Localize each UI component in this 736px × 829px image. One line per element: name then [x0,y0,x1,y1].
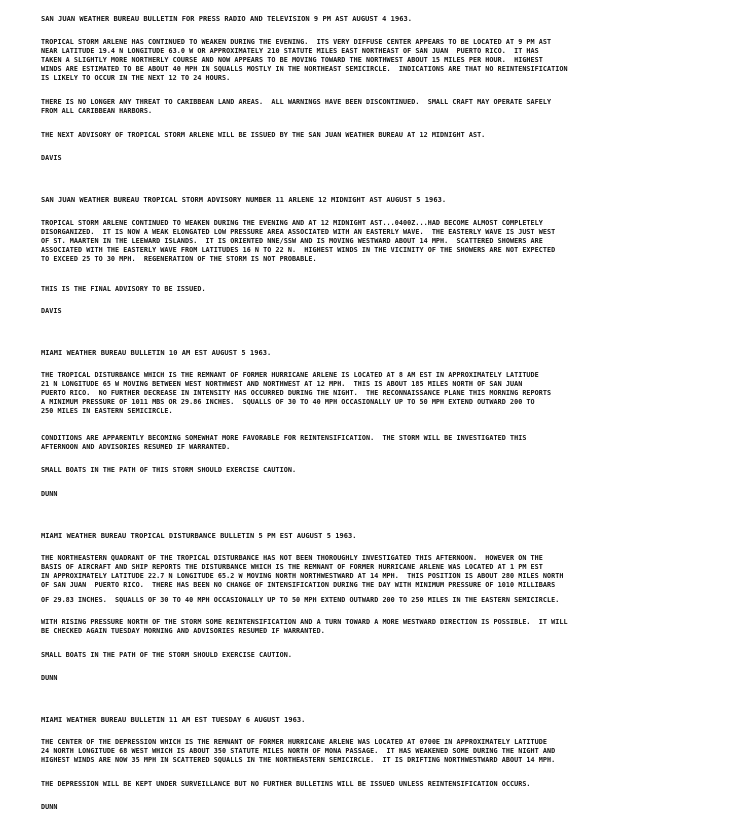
bulletin-text-line: TAKEN A SLIGHTLY MORE NORTHERLY COURSE AND NOW APPEARS TO BE MOVING TOWARD THE NORTHWEST ABOUT 15 MILES PER HOUR. HIGHEST [41,56,543,64]
bulletin-header: MIAMI WEATHER BUREAU BULLETIN 10 AM EST AUGUST 5 1963. [41,349,272,357]
bulletin-text-line: THE CENTER OF THE DEPRESSION WHICH IS THE REMNANT OF FORMER HURRICANE ARLENE WAS LOCATED AT 0700E IN APPROXIMATELY LATITUDE [41,738,548,746]
bulletin-signature: DUNN [41,674,58,682]
bulletin-signature: DAVIS [41,307,62,315]
bulletin-text-line: OF SAN JUAN PUERTO RICO. THERE HAS BEEN NO CHANGE OF INTENSIFICATION DURING THE DAY WITH MINIMUM PRESSURE OF 1010 MILLIBARS [41,581,556,589]
bulletin-text-line: THIS IS THE FINAL ADVISORY TO BE ISSUED. [41,285,206,293]
bulletin-text-line: PUERTO RICO. NO FURTHER DECREASE IN INTENSITY HAS OCCURRED DURING THE NIGHT. THE RECONNAISSANCE PLANE THIS MORNING REPORTS [41,389,552,397]
bulletin-header: MIAMI WEATHER BUREAU BULLETIN 11 AM EST TUESDAY 6 AUGUST 1963. [41,716,306,724]
bulletin-text-line: ASSOCIATED WITH THE EASTERLY WAVE FROM LATITUDES 16 N TO 22 N. HIGHEST WINDS IN THE VICINITY OF THE SHOWERS ARE NOT EXPECTED [41,246,556,254]
bulletin-signature: DUNN [41,490,58,498]
bulletin-text-line: NEAR LATITUDE 19.4 N LONGITUDE 63.0 W OR APPROXIMATELY 210 STATUTE MILES EAST NORTHEAST OF SAN JUAN PUERTO RICO. IT HAS [41,47,539,55]
bulletin-text-line: WINDS ARE ESTIMATED TO BE ABOUT 40 MPH IN SQUALLS MOSTLY IN THE NORTHEAST SEMICIRCLE. INDICATIONS ARE THAT NO REINTENSIFICATION [41,65,568,73]
bulletin-text-line: DISORGANIZED. IT IS NOW A WEAK ELONGATED LOW PRESSURE AREA ASSOCIATED WITH AN EASTERLY WAVE. THE EASTERLY WAVE IS JUST WEST [41,228,556,236]
bulletin-text-line: SMALL BOATS IN THE PATH OF THIS STORM SHOULD EXERCISE CAUTION. [41,466,297,474]
bulletin-text-line: SMALL BOATS IN THE PATH OF THE STORM SHOULD EXERCISE CAUTION. [41,651,292,659]
bulletin-text-line: 21 N LONGITUDE 65 W MOVING BETWEEN WEST NORTHWEST AND NORTHWEST AT 12 MPH. THIS IS ABOUT 185 MILES NORTH OF SAN JUAN [41,380,523,388]
bulletin-header: MIAMI WEATHER BUREAU TROPICAL DISTURBANCE BULLETIN 5 PM EST AUGUST 5 1963. [41,532,357,540]
bulletin-text-line: OF ST. MAARTEN IN THE LEEWARD ISLANDS. IT IS ORIENTED NNE/SSW AND IS MOVING WESTWARD ABOUT 14 MPH. SCATTERED SHOWERS ARE [41,237,543,245]
bulletin-text-line: OF 29.83 INCHES. SQUALLS OF 30 TO 40 MPH OCCASIONALLY UP TO 50 MPH EXTEND OUTWARD 200 TO 250 MILES IN THE EASTERN SEMICIRCLE. [41,596,560,604]
bulletin-text-line: WITH RISING PRESSURE NORTH OF THE STORM SOME REINTENSIFICATION AND A TURN TOWARD A MORE WESTWARD DIRECTION IS POSSIBLE. IT WILL [41,618,568,626]
bulletin-header: SAN JUAN WEATHER BUREAU BULLETIN FOR PRESS RADIO AND TELEVISION 9 PM AST AUGUST 4 1963. [41,15,412,23]
bulletin-text-line: THE TROPICAL DISTURBANCE WHICH IS THE REMNANT OF FORMER HURRICANE ARLENE IS LOCATED AT 8 AM EST IN APPROXIMATELY LATITUDE [41,371,539,379]
bulletin-text-line: THERE IS NO LONGER ANY THREAT TO CARIBBEAN LAND AREAS. ALL WARNINGS HAVE BEEN DISCONTINUED. SMALL CRAFT MAY OPERATE SAFELY [41,98,552,106]
bulletin-text-line: CONDITIONS ARE APPARENTLY BECOMING SOMEWHAT MORE FAVORABLE FOR REINTENSIFICATION. THE STORM WILL BE INVESTIGATED THIS [41,434,527,442]
bulletin-text-line: IN APPROXIMATELY LATITUDE 22.7 N LONGITUDE 65.2 W MOVING NORTH NORTHWESTWARD AT 14 MPH. THIS POSITION IS ABOUT 280 MILES NORTH [41,572,564,580]
bulletin-text-line: AFTERNOON AND ADVISORIES RESUMED IF WARRANTED. [41,443,231,451]
bulletin-text-line: THE DEPRESSION WILL BE KEPT UNDER SURVEILLANCE BUT NO FURTHER BULLETINS WILL BE ISSUED UNLESS REINTENSIFICATION OCCURS. [41,780,531,788]
bulletin-text-line: A MINIMUM PRESSURE OF 1011 MBS OR 29.86 INCHES. SQUALLS OF 30 TO 40 MPH OCCASIONALLY UP TO 50 MPH EXTEND OUTWARD 200 TO [41,398,535,406]
bulletin-text-line: 24 NORTH LONGITUDE 68 WEST WHICH IS ABOUT 350 STATUTE MILES NORTH OF MONA PASSAGE. IT HAS WEAKENED SOME DURING THE NIGHT AND [41,747,556,755]
bulletin-text-line: TROPICAL STORM ARLENE CONTINUED TO WEAKEN DURING THE EVENING AND AT 12 MIDNIGHT AST...0400Z...HAD BECOME ALMOST COMPLETELY [41,219,543,227]
bulletin-text-line: TROPICAL STORM ARLENE HAS CONTINUED TO WEAKEN DURING THE EVENING. ITS VERY DIFFUSE CENTER APPEARS TO BE LOCATED AT 9 PM AST [41,38,552,46]
bulletin-header: SAN JUAN WEATHER BUREAU TROPICAL STORM ADVISORY NUMBER 11 ARLENE 12 MIDNIGHT AST AUGUST 5 1963. [41,196,447,204]
bulletin-text-line: BASIS OF AIRCRAFT AND SHIP REPORTS THE DISTURBANCE WHICH IS THE REMNANT OF FORMER HURRICANE ARLENE WAS LOCATED AT 1 PM EST [41,563,543,571]
bulletin-text-line: THE NEXT ADVISORY OF TROPICAL STORM ARLENE WILL BE ISSUED BY THE SAN JUAN WEATHER BUREAU AT 12 MIDNIGHT AST. [41,131,486,139]
bulletin-text-line: HIGHEST WINDS ARE NOW 35 MPH IN SCATTERED SQUALLS IN THE NORTHEASTERN SEMICIRCLE. IT IS DRIFTING NORTHWESTWARD ABOUT 14 MPH. [41,756,556,764]
bulletin-text-line: IS LIKELY TO OCCUR IN THE NEXT 12 TO 24 HOURS. [41,74,231,82]
bulletin-text-line: THE NORTHEASTERN QUADRANT OF THE TROPICAL DISTURBANCE HAS NOT BEEN THOROUGHLY INVESTIGATED THIS AFTERNOON. HOWEVER ON THE [41,554,543,562]
bulletin-text-line: FROM ALL CARIBBEAN HARBORS. [41,107,153,115]
bulletin-text-line: TO EXCEED 25 TO 30 MPH. REGENERATION OF THE STORM IS NOT PROBABLE. [41,255,317,263]
bulletin-text-line: BE CHECKED AGAIN TUESDAY MORNING AND ADVISORIES RESUMED IF WARRANTED. [41,627,325,635]
bulletin-signature: DUNN [41,803,58,811]
bulletin-signature: DAVIS [41,154,62,162]
bulletin-text-line: 250 MILES IN EASTERN SEMICIRCLE. [41,407,173,415]
